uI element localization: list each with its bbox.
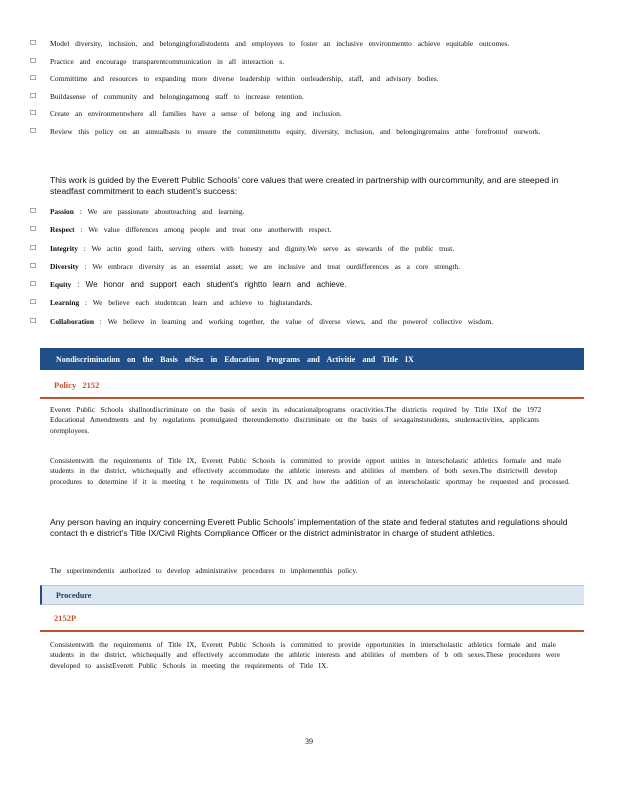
checkbox-bullet-icon: ☐	[30, 56, 37, 65]
bullet-text: Committime and resources to expanding more diverse leadership within ourleadership, staff, and advisory bodies.	[50, 74, 439, 83]
value-text: : We believe each studentcan learn and achieve to highstandards.	[85, 298, 313, 308]
policy-paragraph: Everett Public Schools shallnotdiscriminate on the basis of sexin its educationalprograms oractivities.The districtis required by Title IXof the 1972 Educational Amendments and by regulations promulgated thereundernotto discriminate on the basis of sexagainststudents, studentactivities, applicants oremployees.	[50, 405, 542, 435]
checkbox-bullet-icon: ☐	[30, 207, 37, 215]
list-item	[30, 261, 590, 272]
checkbox-bullet-icon: ☐	[30, 91, 37, 100]
list-item	[30, 73, 590, 84]
list-item	[30, 38, 590, 49]
list-item	[30, 297, 590, 308]
checkbox-bullet-icon: ☐	[30, 316, 37, 325]
inquiry-paragraph: Any person having an inquiry concerning Everett Public Schools’ implementation of the state and federal statutes and regulations should contact th e district’s Title IX/Civil Rights Compliance Officer or the district administrator in charge of student athletics.	[50, 517, 568, 538]
value-text: : We believe in learning and working together, the value of diverse views, and the powerof collective wisdom.	[99, 316, 494, 326]
list-item	[30, 91, 590, 102]
bullet-text: Create an environmentwhere all families have a sense of belong ing and inclusion.	[50, 109, 342, 118]
superintendent-paragraph: The superintendentis authorized to develop administrative procedures to implementthis policy.	[50, 566, 358, 575]
list-item	[30, 126, 590, 137]
value-text: : We value differences among people and treat one anotherwith respect.	[80, 225, 332, 235]
checkbox-bullet-icon: ☐	[30, 225, 37, 234]
commitment-bullet-list	[30, 38, 590, 143]
checkbox-bullet-icon: ☐	[30, 243, 37, 252]
value-term: Collaboration	[50, 316, 94, 326]
policy-paragraph: Consistentwith the requirements of Title IX, Everett Public Schools is committed to provide opport unities in interscholastic athletics formale and male students in the district, whichequally and effectively accommodate the athletic interests and abilities of members of both sexes.The districtwill develop procedures to determine if it is meeting t he requirements of Title IX and how the addition of an interscholastic sportmay be requested and processed.	[50, 456, 570, 486]
list-item	[30, 108, 590, 119]
checkbox-bullet-icon: ☐	[30, 126, 37, 135]
bullet-text: Model diversity, inclusion, and belongingforallstudents and employees to foster an inclusive environmentto achieve equitable outcomes.	[50, 39, 510, 48]
bullet-text: Practice and encourage transparentcommunication in all interaction s.	[50, 56, 285, 66]
section-divider	[40, 630, 584, 632]
value-term: Diversity	[50, 261, 79, 271]
list-item	[30, 243, 590, 254]
value-text: : We honor and support each student’s rightto learn and achieve.	[77, 280, 347, 290]
bullet-text: Review this policy on an annualbasis to ensure the commitmentto equity, diversity, inclusion, and belongingremains atthe forefrontof ourwork.	[50, 126, 541, 136]
checkbox-bullet-icon: ☐	[30, 298, 37, 307]
section-banner: Nondiscrimination on the Basis ofSex in Education Programs and Activitie and Title IX	[40, 348, 584, 370]
list-item	[30, 316, 590, 327]
checkbox-bullet-icon: ☐	[30, 74, 37, 82]
value-term: Equity	[50, 280, 72, 290]
bullet-text: Buildasense of community and belongingamong staff to increase retention.	[50, 91, 304, 101]
checkbox-bullet-icon: ☐	[30, 39, 37, 47]
procedure-paragraph: Consistentwith the requirements of Title IX, Everett Public Schools is committed to provide opportunities in interscholastic athletics formale and male students in the district, whichequally and effectively accommodate the athletic interests and abilities of members of b oth sexes.These procedures were developed to assistEverett Public Schools in meeting the requirements of Title IX.	[50, 640, 560, 670]
checkbox-bullet-icon: ☐	[30, 261, 37, 270]
list-item	[30, 224, 590, 235]
procedure-header: Procedure	[40, 585, 584, 605]
list-item	[30, 56, 590, 67]
page-number: 39	[305, 737, 313, 746]
value-term: Learning	[50, 298, 80, 308]
value-term: Integrity	[50, 243, 78, 253]
checkbox-bullet-icon: ☐	[30, 109, 37, 117]
list-item	[30, 279, 590, 290]
value-text: : We actin good faith, serving others with honesty and dignity.We serve as stewards of the public trust.	[83, 243, 455, 253]
value-text: : We are passionate aboutteaching and learning.	[79, 207, 245, 216]
list-item	[30, 206, 590, 217]
policy-heading: Policy 2152	[54, 380, 100, 390]
procedure-number: 2152P	[54, 613, 77, 623]
guiding-statement: This work is guided by the Everett Public Schools’ core values that were created in partnership with ourcommunity, and are steeped in steadfast commitment to each student’s success:	[50, 175, 559, 196]
section-divider	[40, 397, 584, 399]
value-term: Passion	[50, 207, 74, 216]
value-text: : We embrace diversity as an essential asset; we are inclusive and treat ourdifferences as a core strength.	[84, 261, 460, 271]
core-values-list	[30, 206, 590, 334]
value-term: Respect	[50, 225, 75, 235]
checkbox-bullet-icon: ☐	[30, 280, 37, 289]
